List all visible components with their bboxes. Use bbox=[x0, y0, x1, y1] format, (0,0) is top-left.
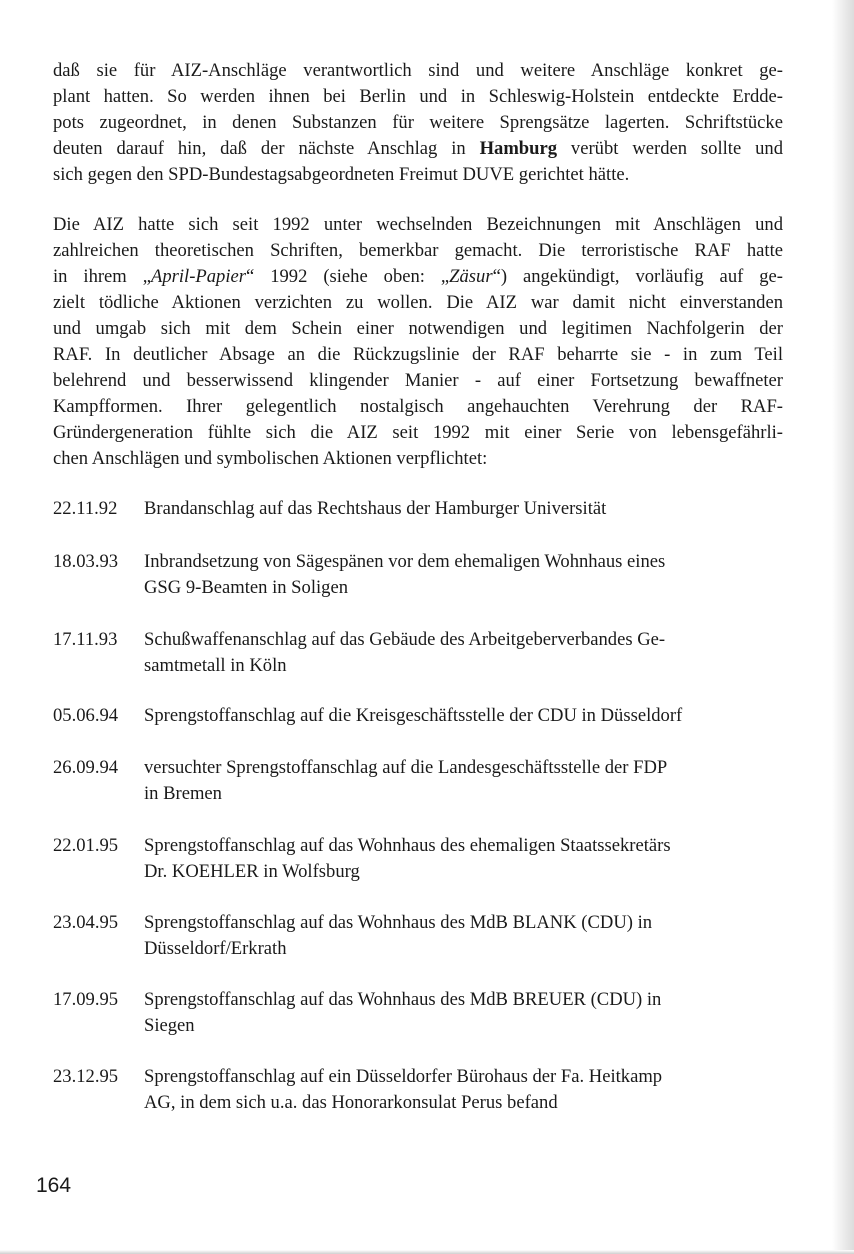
text-line: Gründergeneration fühlte sich die AIZ seit 1992 mit einer Serie von lebensgefährli- bbox=[53, 422, 783, 443]
text-line: Sprengstoffanschlag auf das Wohnhaus des MdB BREUER (CDU) in bbox=[144, 989, 662, 1010]
entry-description bbox=[144, 496, 783, 522]
text-line: Dr. KOEHLER in Wolfsburg bbox=[144, 861, 360, 882]
entry-description bbox=[144, 833, 783, 885]
entry-date: 22.01.95 bbox=[53, 835, 119, 856]
text-segment: “) angekündigt, vorläufig auf ge- bbox=[492, 266, 783, 287]
entry-date: 23.04.95 bbox=[53, 912, 119, 933]
text-line: Sprengstoffanschlag auf das Wohnhaus des ehemaligen Staatssekretärs bbox=[144, 835, 671, 856]
entry-description bbox=[144, 987, 783, 1039]
text-line: Sprengstoffanschlag auf ein Düsseldorfer Bürohaus der Fa. Heitkamp bbox=[144, 1066, 663, 1087]
text-line: zahlreichen theoretischen Schriften, bemerkbar gemacht. Die terroristische RAF hatte bbox=[53, 240, 783, 261]
text-line: plant hatten. So werden ihnen bei Berlin und in Schleswig-Holstein entdeckte Erdde- bbox=[53, 86, 783, 107]
text-line: belehrend und besserwissend klingender Manier - auf einer Fortsetzung bewaffneter bbox=[53, 370, 783, 391]
italic-april-papier: April-Papier bbox=[150, 266, 246, 287]
italic-zaesur: Zäsur bbox=[449, 266, 493, 287]
entry-description bbox=[144, 1064, 783, 1116]
text-line: pots zugeordnet, in denen Substanzen für weitere Sprengsätze lagerten. Schriftstücke bbox=[53, 112, 783, 133]
text-line: versuchter Sprengstoffanschlag auf die Landesgeschäftsstelle der FDP bbox=[144, 757, 668, 778]
text-line bbox=[53, 136, 783, 162]
entry-date: 05.06.94 bbox=[53, 705, 119, 726]
text-segment: deuten darauf hin, daß der nächste Anschlag in bbox=[53, 138, 480, 159]
entry-date: 26.09.94 bbox=[53, 757, 119, 778]
entry-description bbox=[144, 549, 783, 601]
text-line bbox=[53, 264, 783, 290]
text-line: Düsseldorf/Erkrath bbox=[144, 938, 287, 959]
paragraph-2 bbox=[53, 212, 783, 472]
page-edge-shadow bbox=[832, 0, 854, 1254]
text-line: Brandanschlag auf das Rechtshaus der Hamburger Universität bbox=[144, 498, 607, 519]
page-number: 164 bbox=[36, 1174, 72, 1197]
entry-date: 18.03.93 bbox=[53, 551, 119, 572]
text-line: Inbrandsetzung von Sägespänen vor dem ehemaligen Wohnhaus eines bbox=[144, 551, 666, 572]
text-segment: in ihrem „ bbox=[53, 266, 151, 287]
text-line: Sprengstoffanschlag auf die Kreisgeschäftsstelle der CDU in Düsseldorf bbox=[144, 705, 683, 726]
text-line: daß sie für AIZ-Anschläge verantwortlich sind und weitere Anschläge konkret ge- bbox=[53, 60, 783, 81]
text-line: zielt tödliche Aktionen verzichten zu wollen. Die AIZ war damit nicht einverstanden bbox=[53, 292, 783, 313]
entry-date: 23.12.95 bbox=[53, 1066, 119, 1087]
entry-date: 22.11.92 bbox=[53, 498, 118, 519]
text-segment: verübt werden sollte und bbox=[557, 138, 783, 159]
text-line: sich gegen den SPD-Bundestagsabgeordneten Freimut DUVE gerichtet hätte. bbox=[53, 164, 630, 185]
paragraph-1 bbox=[53, 58, 783, 188]
text-line: Die AIZ hatte sich seit 1992 unter wechselnden Bezeichnungen mit Anschlägen und bbox=[53, 214, 783, 235]
text-line: in Bremen bbox=[144, 783, 222, 804]
text-line: RAF. In deutlicher Absage an die Rückzugslinie der RAF beharrte sie - in zum Teil bbox=[53, 344, 783, 365]
text-line: chen Anschlägen und symbolischen Aktionen verpflichtet: bbox=[53, 448, 488, 469]
entry-date: 17.09.95 bbox=[53, 989, 119, 1010]
text-line: samtmetall in Köln bbox=[144, 655, 287, 676]
text-line: Schußwaffenanschlag auf das Gebäude des Arbeitgeberverbandes Ge- bbox=[144, 629, 666, 650]
entry-description bbox=[144, 910, 783, 962]
text-line: Sprengstoffanschlag auf das Wohnhaus des MdB BLANK (CDU) in bbox=[144, 912, 653, 933]
entry-date: 17.11.93 bbox=[53, 629, 118, 650]
text-line: Siegen bbox=[144, 1015, 195, 1036]
entry-description bbox=[144, 627, 783, 679]
text-line: und umgab sich mit dem Schein einer notwendigen und legitimen Nachfolgerin der bbox=[53, 318, 783, 339]
text-line: Kampfformen. Ihrer gelegentlich nostalgisch angehauchten Verehrung der RAF- bbox=[53, 396, 783, 417]
entry-description bbox=[144, 755, 783, 807]
page-bottom-edge bbox=[0, 1250, 854, 1254]
entry-description bbox=[144, 703, 783, 729]
text-line: AG, in dem sich u.a. das Honorarkonsulat Perus befand bbox=[144, 1092, 558, 1113]
text-line: GSG 9-Beamten in Soligen bbox=[144, 577, 348, 598]
text-segment: “ 1992 (siehe oben: „ bbox=[246, 266, 450, 287]
emphasis-hamburg: Hamburg bbox=[479, 138, 558, 159]
